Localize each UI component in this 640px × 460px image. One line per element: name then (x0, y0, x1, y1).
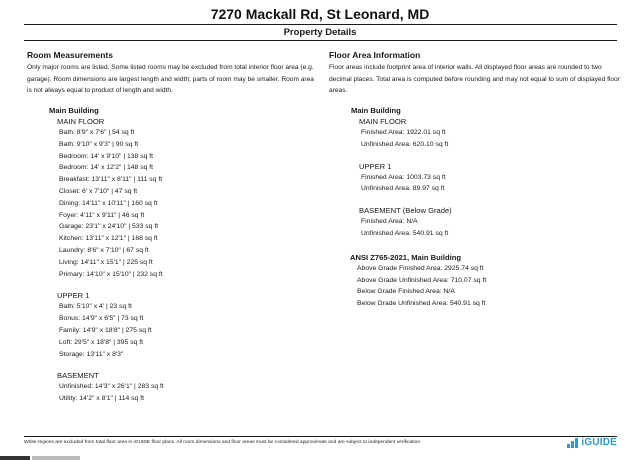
floor-area-note: Floor areas include footprint area of interior walls. All displayed floor areas are rounded to two decimal places. Total area is computed before rounding and may not equal to sum of displayed floor areas. (329, 64, 620, 94)
room-measurements-heading: Room Measurements (27, 50, 113, 60)
fa-building-name: Main Building (351, 106, 401, 115)
rm-building-name: Main Building (49, 106, 99, 115)
room-entry: Living: 14'11" x 15'1" | 225 sq ft (59, 258, 153, 266)
floor-gap (351, 151, 621, 161)
room-entry: Breakfast: 13'11" x 8'11" | 111 sq ft (59, 176, 163, 184)
fa-floor-name: UPPER 1 (359, 161, 392, 171)
brand-logo (567, 437, 617, 448)
corner-watermark-strip (0, 453, 80, 460)
room-entry: Garage: 23'1" x 24'10" | 533 sq ft (59, 223, 159, 231)
floor-gap (49, 280, 309, 290)
area-entry: Unfinished Area: 540.91 sq ft (361, 229, 449, 237)
room-entry: Family: 14'9" x 18'8" | 275 sq ft (59, 326, 152, 334)
floor-area-heading: Floor Area Information (329, 50, 421, 60)
room-entry: Bath: 5'10" x 4' | 23 sq ft (59, 303, 132, 311)
area-entry: Finished Area: N/A (361, 218, 418, 226)
rm-floor-name: MAIN FLOOR (57, 117, 105, 126)
ansi-entry: Above Grade Finished Area: 2925.74 sq ft (357, 264, 484, 272)
floor-gap (351, 195, 621, 205)
room-entry: Utility: 14'2" x 8'1" | 114 sq ft (59, 395, 144, 403)
room-entry: Bedroom: 14' x 9'10" | 138 sq ft (59, 152, 154, 160)
rm-floor-name: UPPER 1 (57, 291, 90, 301)
floor-area-section (329, 50, 624, 308)
subtitle-rule (24, 40, 617, 41)
title-rule (24, 24, 617, 25)
page-subtitle: Property Details (283, 27, 357, 38)
room-entry: Loft: 29'5" x 18'8" | 395 sq ft (59, 338, 144, 346)
footer-rule (24, 436, 617, 437)
ansi-entry: Below Grade Unfinished Area: 540.91 sq ft (357, 300, 486, 308)
footer-disclaimer: White regions are excluded from total floor area in iGUIDE floor plans. All room dimensions and floor areas must be considered approximate and are subject to independent verification. (24, 440, 422, 445)
ansi-entry: Above Grade Unfinished Area: 710.07 sq ft (357, 276, 487, 284)
ansi-entry: Below Grade Finished Area: N/A (357, 288, 455, 296)
area-entry: Finished Area: 1922.01 sq ft (361, 129, 446, 136)
room-entry: Laundry: 8'6" x 7'10" | 67 sq ft (59, 246, 149, 254)
floor-gap (49, 360, 309, 370)
fa-floor-name: MAIN FLOOR (359, 117, 407, 126)
room-entry: Bedroom: 14' x 12'2" | 148 sq ft (59, 164, 154, 172)
room-entry: Bath: 9'10" x 9'3" | 90 sq ft (59, 140, 139, 148)
area-entry: Unfinished Area: 620.10 sq ft (361, 140, 449, 148)
room-entry: Dining: 14'11" x 10'11" | 160 sq ft (59, 199, 158, 207)
room-entry: Storage: 13'11" x 8'3" (59, 350, 124, 358)
room-entry: Unfinished: 14'3" x 26'1" | 283 sq ft (59, 383, 164, 391)
brand-name: iGUIDE (581, 437, 617, 448)
room-measurements-note: Only major rooms are listed. Some listed rooms may be excluded from total interior floor area (e.g. garage). Room dimensions are largest length and width; parts of room may be smaller. Room area is not always equal to product of length and width. (27, 64, 314, 94)
room-entry: Primary: 14'10" x 15'10" | 232 sq ft (59, 270, 163, 278)
ansi-heading: ANSI Z765-2021, Main Building (350, 252, 461, 262)
iguide-logo-icon (567, 438, 579, 448)
room-entry: Bath: 8'9" x 7'6" | 54 sq ft (59, 129, 135, 136)
area-entry: Finished Area: 1003.73 sq ft (361, 173, 446, 181)
page-title: 7270 Mackall Rd, St Leonard, MD (210, 6, 430, 22)
fa-floor-name: BASEMENT (Below Grade) (359, 206, 452, 216)
room-measurements-section (27, 50, 317, 403)
area-entry: Unfinished Area: 89.97 sq ft (361, 185, 445, 193)
room-entry: Bonus: 14'9" x 6'5" | 73 sq ft (59, 315, 144, 323)
room-entry: Foyer: 4'11" x 9'11" | 46 sq ft (59, 211, 145, 219)
rm-floor-name: BASEMENT (57, 371, 99, 381)
room-entry: Closet: 6' x 7'10" | 47 sq ft (59, 187, 138, 195)
room-entry: Kitchen: 13'11" x 12'1" | 168 sq ft (59, 235, 158, 243)
